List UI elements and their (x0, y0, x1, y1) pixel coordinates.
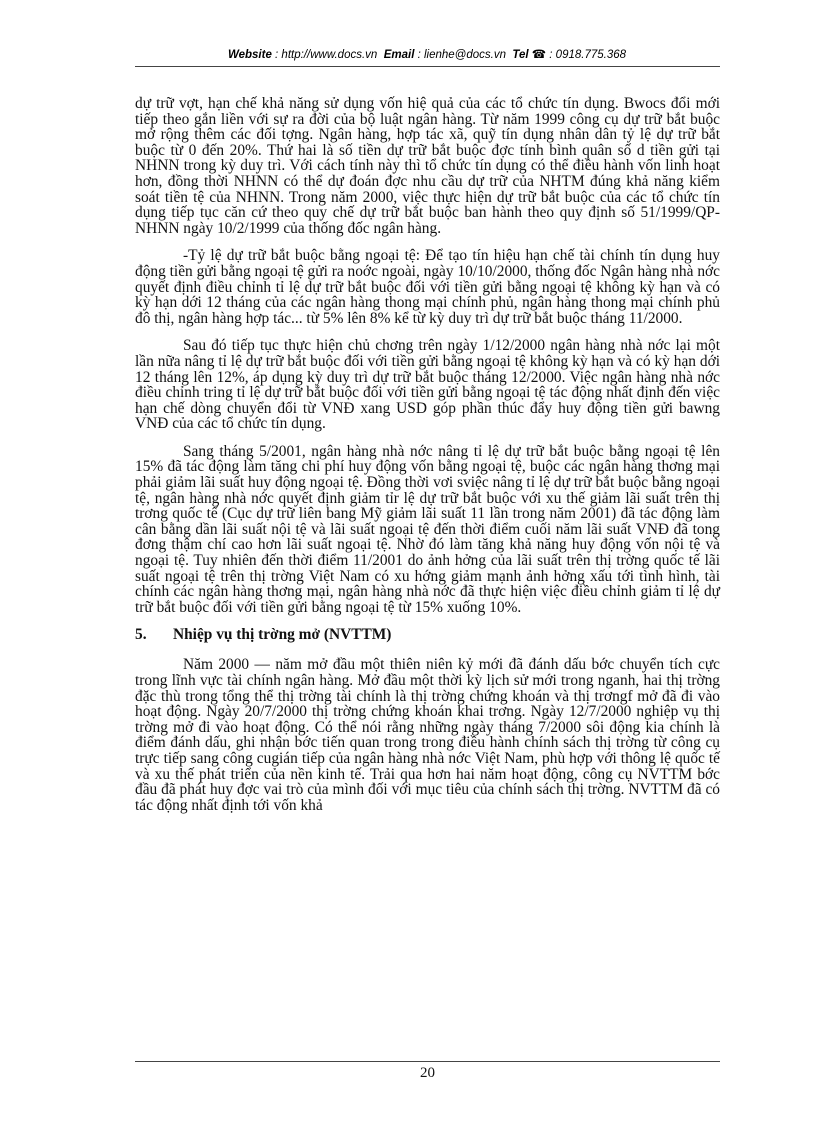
tel-label: Tel ☎ (512, 49, 547, 61)
section-heading (135, 627, 720, 643)
website-label: Website (227, 49, 272, 61)
paragraph-5: Năm 2000 — năm mở đầu một thiên niên kỷ mới đã đánh dấu bớc chuyển tích cực trong lĩnh vực tài chính ngân hàng. Mở đầu một thời kỳ lịch sử mới trong nganh, hai thị trờng đặc thù trong tổng thể thị trờng tài chính là thị trờng chứng khoán và thị trơngf mở đã đi vào hoạt động. Ngày 20/7/2000 thị trờng chứng khoán khai trơng. Ngày 12/7/2000 nghiệp vụ thị trờng mở đi vào hoạt động. Có thể nói rằng những ngày tháng 7/2000 sôi động kia chính là điểm đánh dấu, ghi nhận bớc tiến quan trong trong điều hành chính sách thị trờng từ công cụ trực tiếp sang công cugián tiếp của ngân hàng nhà nớc Việt Nam, phù hợp với thông lệ quốc tế và xu thế phát triển của nền kinh tế. Trải qua hơn hai năm hoạt động, công cụ NVTTM bớc đầu đã phát huy đợc vai trò của mình đối với mục tiêu của chính sách thị trờng. NVTTM đã có tác động nhất định tới vốn khả (135, 656, 720, 814)
paragraph-4: Sang tháng 5/2001, ngân hàng nhà nớc nâng tỉ lệ dự trữ bắt buộc bằng ngoại tệ lên 15% đã tác động làm tăng chi phí huy động vốn bằng ngoại tệ, buộc các ngân hàng thơng mại phải giảm lãi suất huy động ngoại tệ. Đồng thời vơi sviệc nâng tỉ lệ dự trữ bắt buộc bằng ngoại tệ, ngân hàng nhà nớc quyết định giảm tỉr lệ dự trữ bắt buộc với xu thế giảm lãi suất trên thị trơng quốc tế (Cục dự trữ liên bang Mỹ giảm lãi suất 11 lần trong năm 2001) đã tác động làm cân bằng dần lãi suất nội tệ và lãi suất ngoại tệ đến thời điểm cuối năm lãi suất VNĐ đã tong đơng thậm chí cao hơn lãi suất ngoại tệ. Nhờ đó làm tăng khả năng huy động vốn nội tệ và ngoại tệ. Tuy nhiên đến thời điểm 11/2001 do ảnh hởng của lãi suất trên thị trờng quốc tế lãi suất ngoại tệ trên thị trờng Việt Nam có xu hớng giảm mạnh ảnh hởng xấu tới tình hình, tài chính các ngân hàng thơng mại, ngân hàng nhà nớc đã thực hiện việc điều chỉnh giảm tỉ lệ dự trữ bắt buộc đối với tiền gửi bằng ngoại tệ từ 15% xuống 10%. (135, 442, 720, 616)
footer-divider (135, 1061, 720, 1062)
section-title: Nhiệp vụ thị trờng mở (NVTTM) (173, 626, 392, 644)
page-number: 20 (420, 1065, 435, 1081)
paragraph-3: Sau đó tiếp tục thực hiện chủ chơng trên ngày 1/12/2000 ngân hàng nhà nớc lại một lần nữa nâng tỉ lệ dự trữ bắt buộc đối với tiền gửi bằng ngoại tệ không kỳ hạn và có kỳ hạn dới 12 tháng lên 12%, áp dụng kỳ duy trì dự trữ bắt buộc tháng 12/2000. Việc ngân hàng nhà nớc điều chỉnh tring tỉ lệ dự trữ bắt buộc đối với tiền gửi bằng ngoại tệ tác động nhất định đến việc hạn chế dòng chuyển đổi từ VNĐ xang USD góp phần thúc đẩy huy động tiền gửi bawng VNĐ của các tổ chức tín dụng. (135, 337, 720, 433)
paragraph-2: -Tỷ lệ dự trữ bắt buộc bằng ngoại tệ: Để tạo tín hiệu hạn chế tài chính tín dụng huy động tiền gửi bằng ngoại tệ gửi ra noớc ngoài, ngày 10/10/2000, thống đốc Ngân hàng nhà nớc quyết định điều chỉnh tỉ lệ dự trữ bắt buộc đối với tiền gửi bằng ngoại tệ không kỳ hạn và có kỳ hạn dới 12 tháng của các ngân hàng thong mại chính phủ, ngân hàng thong mại chính phủ đô thị, ngân hàng hợp tác... từ 5% lên 8% kể từ kỳ duy trì dự trữ bắt buộc tháng 11/2000. (135, 247, 720, 327)
page-header (135, 47, 719, 61)
tel-value: : 0918.775.368 (549, 49, 627, 61)
email-value: : lienhe@docs.vn (417, 49, 506, 61)
paragraph-1: dự trữ vợt, hạn chế khả năng sử dụng vốn hiệ quả của các tổ chức tín dụng. Bwocs đổi mới tiếp theo gắn liền với sự ra đời của bộ luật ngân hàng. Từ năm 1999 công cụ dự trữ bắt buộc mở rộng thêm các đối tợng. Ngân hàng, hợp tác xã, quỹ tín dụng nhân dân tỷ lệ dự trữ bắt buộc từ 0 đến 20%. Thứ hai là số tiền dự trữ bắt buộc đợc tính bình quân số d tiền gửi tại NHNN trong kỳ duy trì. Với cách tính này thì tổ chức tín dụng có thể điều hành vốn linh hoạt hơn, đồng thời NHNN có thể dự đoán đợc nhu cầu dự trữ của NHTM đúng khả năng kiểm soát tiền tệ của NHNN. Trong năm 2000, việc thực hiện dự trữ bắt buộc của các tổ chức tín dụng tiếp tục căn cứ theo quy chế dự trữ bắt buộc ban hành theo quy định số 51/1999/QP-NHNN ngày 10/2/1999 của thống đốc ngân hàng. (135, 95, 720, 237)
email-label: Email (383, 49, 415, 61)
header-divider (135, 66, 720, 67)
section-number: 5. (135, 626, 147, 644)
website-value: : http://www.docs.vn (275, 49, 378, 61)
document-body (135, 96, 720, 825)
